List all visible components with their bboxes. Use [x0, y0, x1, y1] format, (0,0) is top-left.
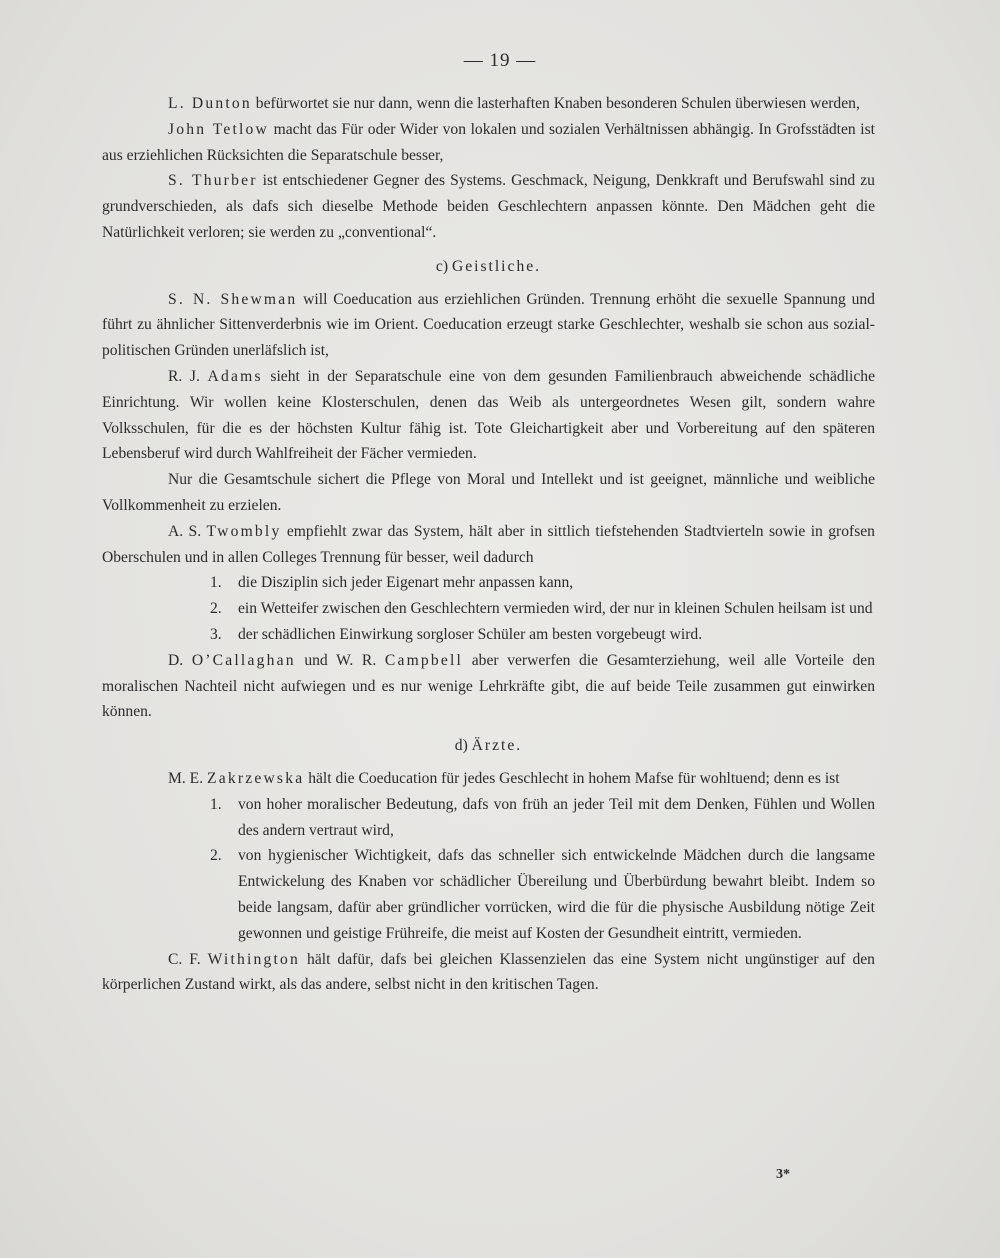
list-number: 2. — [210, 600, 222, 618]
paragraph-zakrzewska — [102, 766, 875, 792]
list-text: der schädlichen Einwirkung sorgloser Schüler am besten vorgebeugt wird. — [238, 625, 703, 643]
list-text: von hoher moralischer Bedeutung, dafs von früh an jeder Teil mit dem Denken, Fühlen und Wollen des andern vertraut wird, — [238, 795, 875, 839]
section-heading-d — [102, 733, 875, 759]
author-initials: M. E. — [168, 769, 207, 787]
list-item — [102, 792, 875, 844]
page-number: — 19 — — [463, 50, 537, 71]
paragraph-thurber — [102, 168, 875, 245]
list-item — [102, 570, 875, 596]
list-item — [102, 622, 875, 648]
author-initials: C. F. — [168, 950, 208, 968]
list-item — [102, 843, 875, 946]
author-initials: D. — [168, 651, 192, 669]
section-title: Geistliche. — [451, 257, 542, 275]
paragraph-text: befürwortet sie nur dann, wenn die lasterhaften Knaben besonderen Schulen überwiesen werden, — [251, 95, 860, 112]
list-number: 3. — [210, 625, 222, 643]
list-number: 1. — [210, 574, 222, 592]
author-name: Zakrzewska — [206, 769, 305, 787]
paragraph-tetlow — [102, 117, 875, 169]
section-label: c) — [435, 257, 452, 275]
paragraph-text: empfiehlt zwar das System, hält aber in sittlich tiefstehenden Stadtvierteln sowie in grofsen Oberschulen und in allen Colleges Trennung für besser, weil dadurch — [102, 522, 875, 566]
paragraph-text: ist entschiedener Gegner des Systems. Geschmack, Neigung, Denkkraft und Berufswahl sind zu grundverschieden, als dafs sich dieselbe Methode beiden Geschlechtern anpassen könnte. Den Mädchen geht die Natürlichkeit verloren; sie werden zu „conventional“. — [102, 172, 875, 241]
paragraph-text: hält die Coeducation für jedes Geschlecht in hohem Mafse für wohltuend; denn es ist — [304, 769, 840, 787]
numbered-list-zakrzewska — [102, 792, 875, 947]
paragraph-text: aber verwerfen die Gesamterziehung, weil alle Vorteile den moralischen Nachteil nicht aufwiegen und es nur wenige Lehrkräfte gibt, die auf beide Teile zusammen gut einwirken können. — [102, 651, 875, 721]
author-name: S. Thurber — [168, 172, 258, 190]
section-label: d) — [454, 737, 472, 755]
author-name: Campbell — [384, 651, 464, 669]
author-name: L. Dunton — [168, 95, 252, 112]
author-name: Withington — [207, 950, 301, 968]
paragraph-ocallaghan — [102, 648, 875, 725]
paragraph-dunton — [102, 91, 875, 117]
list-text: von hygienischer Wichtigkeit, dafs das schneller sich entwickelnde Mädchen durch die langsame Entwickelung des Knaben vor schädlicher Übereilung und Überbürdung bewahrt bleibt. Indem so beide langsam, dafür aber gründlicher vorrücken, wird die für die physische Ausbildung nötige Zeit gewonnen und geistige Frühreife, die meist auf Kosten der Gesundheit eintritt, vermieden. — [238, 847, 875, 942]
author-name: S. N. Shewman — [168, 290, 298, 308]
signature-mark: 3* — [776, 1167, 790, 1182]
author-initials: R. J. — [168, 367, 208, 385]
list-number: 1. — [210, 795, 222, 813]
author-name: John Tetlow — [168, 120, 270, 138]
connector-text: und W. R. — [295, 651, 385, 669]
paragraph-withington — [102, 947, 875, 999]
list-number: 2. — [210, 847, 222, 865]
section-heading-c — [102, 254, 875, 280]
author-name: O’Callaghan — [191, 651, 296, 669]
paragraph-text: sieht in der Separatschule eine von dem gesunden Familienbrauch abweichende schädliche Einrichtung. Wir wollen keine Klosterschulen, denen das Weib als untergeordnetes Wesen gilt, sondern wahre Volksschulen, für die es der höchsten Kultur fähig ist. Tote Gleichartigkeit aber und Vorbereitung auf den späteren Lebensberuf wird durch Wahlfreiheit der Fächer vermieden. — [102, 367, 875, 463]
list-text: ein Wetteifer zwischen den Geschlechtern vermieden wird, der nur in kleinen Schulen heilsam ist und — [238, 600, 873, 618]
paragraph-twombly — [102, 519, 875, 571]
paragraph-text: macht das Für oder Wider von lokalen und sozialen Verhältnissen abhängig. In Grofsstädten ist aus erziehlichen Rücksichten die Separatschule besser, — [102, 120, 876, 164]
list-item — [102, 596, 875, 622]
author-initials: A. S. — [168, 522, 207, 540]
paragraph-text: hält dafür, dafs bei gleichen Klassenzielen das eine System nicht ungünstiger auf den körperlichen Zustand wirkt, als das andere, selbst nicht in den kritischen Tagen. — [102, 950, 875, 994]
paragraph-shewman — [102, 287, 875, 364]
paragraph-gesamtschule: Nur die Gesamtschule sichert die Pflege von Moral und Intellekt und ist geeignet, männliche und weibliche Vollkommenheit zu erzielen. — [102, 471, 875, 514]
section-title: Ärzte. — [471, 737, 523, 755]
list-text: die Disziplin sich jeder Eigenart mehr anpassen kann, — [238, 574, 574, 592]
author-name: Twombly — [206, 522, 282, 540]
numbered-list-twombly — [102, 570, 875, 647]
paragraph-text: will Coeducation aus erziehlichen Gründen. Trennung erhöht die sexuelle Spannung und führt zu ähnlicher Sittenverderbnis wie im Orient. Coeducation erzeugt starke Geschlechter, weshalb sie schon aus sozial-politischen Gründen unerläfslich ist, — [102, 290, 875, 360]
body-text — [102, 91, 875, 998]
paragraph-adams — [102, 364, 875, 467]
author-name: Adams — [207, 367, 263, 385]
